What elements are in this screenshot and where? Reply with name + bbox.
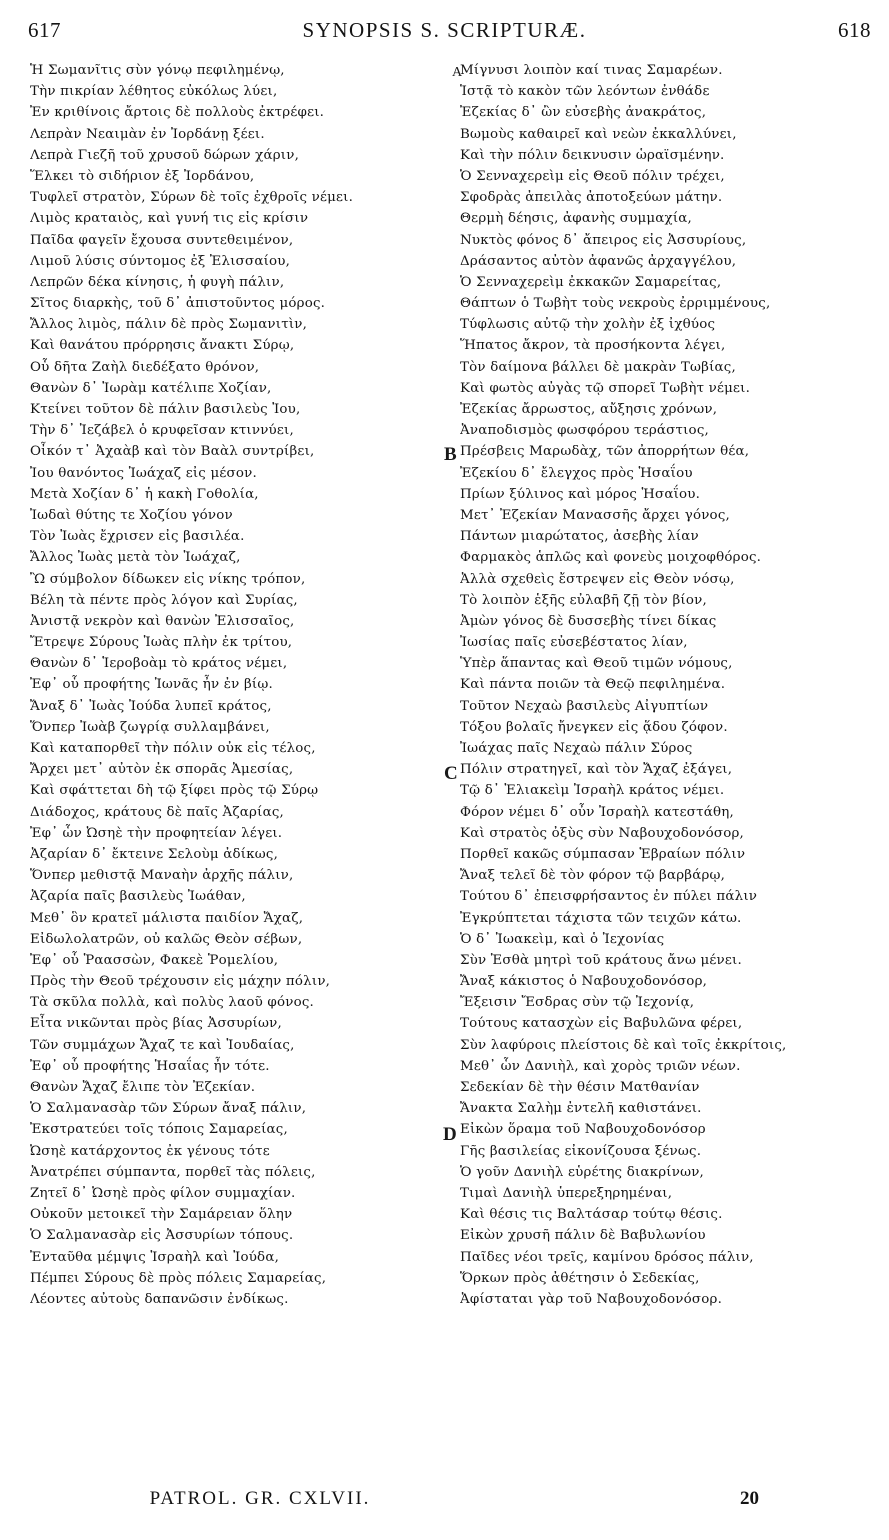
verse-line: Πάντων μιαρώτατος, ἀσεβὴς λίαν (460, 529, 699, 545)
verse-line: Θανὼν δ᾽ Ἱεροβοὰμ τὸ κράτος νέμει, (30, 656, 288, 672)
verse-line: Καὶ σφάττεται δὴ τῷ ξίφει πρὸς τῷ Σύρῳ (30, 783, 319, 799)
verse-line: Ἐζεκίας ἄρρωστος, αὔξησις χρόνων, (460, 402, 718, 417)
verse-line: Λεπρὰ Γιεζῆ τοῦ χρυσοῦ δώρων χάριν, (30, 147, 300, 163)
verse-line: Καὶ θανάτου πρόρρησις ἄνακτι Σύρῳ, (30, 338, 295, 354)
verse-line: Γῆς βασιλείας εἰκονίζουσα ξένως. (460, 1143, 702, 1159)
verse-line: Ὁ Σενναχερεὶμ ἐκκακῶν Σαμαρείτας, (460, 274, 722, 290)
verse-line: Οὗ δῆτα Ζαὴλ διεδέξατο θρόνον, (30, 359, 260, 375)
verse-line: Ὅρκων πρὸς ἀθέτησιν ὁ Σεδεκίας, (460, 1270, 700, 1286)
verse-line: Ἀμὼν γόνος δὲ δυσσεβὴς τίνει δίκας (460, 613, 717, 629)
verse-line: Ἱστᾷ τὸ κακὸν τῶν λεόντων ἐνθάδε (460, 84, 710, 100)
right-column-verses (460, 60, 870, 1490)
verse-line: Ἐφ᾽ οὗ προφήτης Ἡσαΐας ἦν τότε. (30, 1058, 270, 1074)
verse-line: Νυκτὸς φόνος δ᾽ ἄπειρος εἰς Ἀσσυρίους, (460, 232, 747, 248)
verse-line: Ἐγκρύπτεται τάχιστα τῶν τειχῶν κάτω. (460, 910, 742, 926)
verse-line: Τύφλωσις αὐτῷ τὴν χολὴν ἐξ ἰχθύος (460, 317, 716, 333)
verse-line: Εἰκὼν ὅραμα τοῦ Ναβουχοδονόσορ (460, 1122, 706, 1138)
verse-line: Τυφλεῖ στρατὸν, Σύρων δὲ τοῖς ἐχθροῖς νέμει. (30, 190, 354, 206)
verse-line: Ἕλκει τὸ σιδήριον ἐξ Ἰορδάνου, (30, 168, 255, 184)
verse-line: Τὴν πικρίαν λέθητος εὐκόλως λύει, (30, 84, 278, 100)
verse-line: Πρίων ξύλινος καὶ μόρος Ἡσαΐου. (460, 486, 701, 502)
verse-line: Ζητεῖ δ᾽ Ὠσηὲ πρὸς φίλον συμμαχίαν. (30, 1185, 296, 1201)
verse-line: Ἐνταῦθα μέμψις Ἰσραὴλ καὶ Ἰούδα, (30, 1249, 280, 1265)
verse-line: Μετ᾽ Ἐζεκίαν Μανασσῆς ἄρχει γόνος, (460, 507, 730, 523)
verse-line: Οὐκοῦν μετοικεῖ τὴν Σαμάρειαν ὅλην (30, 1207, 293, 1223)
verse-line: Εἰδωλολατρῶν, οὐ καλῶς Θεὸν σέβων, (30, 931, 303, 947)
verse-line: Πορθεῖ κακῶς σύμπασαν Ἑβραίων πόλιν (460, 846, 746, 862)
running-title: SYNOPSIS S. SCRIPTURÆ. (302, 18, 587, 42)
verse-line: Ἐζεκίας δ᾽ ὢν εὐσεβὴς ἀνακράτος, (460, 105, 707, 121)
verse-line: Ἰωδαὶ θύτης τε Χοζίου γόνον (30, 507, 233, 523)
verse-line: Λεπρὰν Νεαιμὰν ἐν Ἰορδάνῃ ξέει. (30, 126, 265, 142)
verse-line: Τὴν δ᾽ Ἰεζάβελ ὁ κρυφεῖσαν κτιννύει, (30, 423, 294, 439)
verse-line: Λέοντες αὐτοὺς δαπανῶσιν ἐνδίκως. (30, 1291, 289, 1307)
verse-line: Φόρον νέμει δ᾽ οὖν Ἰσραὴλ κατεστάθη, (460, 804, 734, 820)
verse-line: Πρὸς τὴν Θεοῦ τρέχουσιν εἰς μάχην πόλιν, (30, 974, 331, 990)
verse-line: Ἐν κριθίνοις ἄρτοις δὲ πολλοὺς ἐκτρέφει. (30, 105, 325, 121)
page-number-right: 618 (838, 18, 871, 42)
verse-line: Ὁ Σενναχερεὶμ εἰς Θεοῦ πόλιν τρέχει, (460, 168, 725, 184)
verse-line: Ὁ γοῦν Δανιὴλ εὑρέτης διακρίνων, (460, 1164, 705, 1180)
series-footer: PATROL. GR. CXLVII. (149, 1488, 371, 1509)
verse-line: Ἐκστρατεύει τοῖς τόποις Σαμαρείας, (30, 1122, 288, 1138)
verse-line: Καὶ θέσις τις Βαλτάσαρ τούτῳ θέσις. (460, 1207, 723, 1223)
verse-line: Λιμὸς κραταιὸς, καὶ γυνή τις εἰς κρίσιν (30, 211, 309, 227)
verse-line: Ὠσηὲ κατάρχοντος ἐκ γένους τότε (30, 1143, 270, 1159)
verse-line: Ἰωάχας παῖς Νεχαὼ πάλιν Σύρος (460, 741, 693, 756)
verse-line: Ἄρχει μετ᾽ αὐτὸν ἐκ σπορᾶς Ἀμεσίας, (30, 762, 294, 778)
verse-line: Θανὼν δ᾽ Ἰωρὰμ κατέλιπε Χοζίαν, (30, 380, 272, 396)
verse-line: Τὸν δαίμονα βάλλει δὲ μακρὰν Τωβίας, (460, 359, 736, 375)
verse-line: Θανὼν Ἄχαζ ἔλιπε τὸν Ἐζεκίαν. (30, 1080, 256, 1095)
verse-line: Ἀζαρίαν δ᾽ ἔκτεινε Σελοὺμ ἀδίκως, (30, 846, 279, 862)
verse-line: Σὺν Ἐσθὰ μητρὶ τοῦ κράτους ἄνω μένει. (460, 952, 742, 968)
verse-line: Ἄναξ τελεῖ δὲ τὸν φόρον τῷ βαρβάρῳ, (460, 868, 726, 884)
verse-line: Καὶ στρατὸς ὀξὺς σὺν Ναβουχοδονόσορ, (460, 825, 744, 841)
verse-line: Μεθ᾽ ὃν κρατεῖ μάλιστα παιδίον Ἄχαζ, (30, 910, 304, 926)
verse-line: Τὸν Ἰωὰς ἔχρισεν εἰς βασιλέα. (30, 529, 245, 545)
verse-line: Ἐζεκίου δ᾽ ἔλεγχος πρὸς Ἡσαΐου (460, 465, 693, 481)
verse-line: Τὰ σκῦλα πολλὰ, καὶ πολὺς λαοῦ φόνος. (30, 995, 315, 1011)
signature-number: 20 (740, 1488, 759, 1509)
verse-line: Πόλιν στρατηγεῖ, καὶ τὸν Ἄχαζ ἐξάγει, (460, 762, 733, 778)
verse-line: Ὁ Σαλμανασὰρ εἰς Ἀσσυρίων τόπους. (30, 1228, 294, 1244)
verse-line: Παῖδες νέοι τρεῖς, καμίνου δρόσος πάλιν, (460, 1249, 754, 1265)
verse-line: Ὁ δ᾽ Ἰωακεὶμ, καὶ ὁ Ἰεχονίας (460, 931, 665, 947)
verse-line: Τόξου βολαῖς ἤνεγκεν εἰς ᾅδου ζόφον. (460, 719, 728, 735)
verse-line: Ὅνπερ Ἰωὰβ ζωγρίᾳ συλλαμβάνει, (30, 719, 270, 735)
verse-line: Λιμοῦ λύσις σύντομος ἐξ Ἐλισσαίου, (30, 253, 291, 269)
verse-line: Εἰκὼν χρυσῆ πάλιν δὲ Βαβυλωνίου (460, 1228, 706, 1244)
verse-line: Θερμὴ δέησις, ἀφανὴς συμμαχία, (460, 211, 692, 227)
verse-line: Ἄλλος λιμὸς, πάλιν δὲ πρὸς Σωμανιτὶν, (30, 317, 308, 333)
margin-marker-a: A (452, 65, 463, 80)
left-column-verses (30, 60, 420, 1490)
verse-line: Ἀφίσταται γὰρ τοῦ Ναβουχοδονόσορ. (460, 1291, 723, 1307)
verse-line: Ἄλλος Ἰωὰς μετὰ τὸν Ἰωάχαζ, (30, 550, 241, 566)
verse-line: Μεθ᾽ ὧν Δανιὴλ, καὶ χορὸς τριῶν νέων. (460, 1058, 741, 1074)
verse-line: Τῷ δ᾽ Ἐλιακεὶμ Ἰσραὴλ κράτος νέμει. (460, 783, 725, 799)
verse-line: Ἔτρεψε Σύρους Ἰωὰς πλὴν ἐκ τρίτου, (30, 635, 293, 651)
verse-line: Διάδοχος, κράτους δὲ παῖς Ἀζαρίας, (30, 804, 284, 820)
verse-line: Λεπρῶν δέκα κίνησις, ἡ φυγὴ πάλιν, (30, 274, 285, 290)
verse-line: Ἀλλὰ σχεθεὶς ἔστρεψεν εἰς Θεὸν νόσῳ, (460, 571, 735, 587)
verse-line: Κτείνει τοῦτον δὲ πάλιν βασιλεὺς Ἰου, (30, 402, 301, 417)
verse-line: Ὑπὲρ ἅπαντας καὶ Θεοῦ τιμῶν νόμους, (460, 656, 733, 672)
verse-line: Ἄναξ δ᾽ Ἰωὰς Ἰούδα λυπεῖ κράτος, (30, 698, 272, 714)
verse-line: Ἀνιστᾷ νεκρὸν καὶ θανὼν Ἐλισσαῖος, (30, 613, 295, 629)
verse-line: Μετὰ Χοζίαν δ᾽ ἡ κακὴ Γοθολία, (30, 486, 259, 502)
verse-line: Τὸ λοιπὸν ἑξῆς εὐλαβῆ ζῇ τὸν βίον, (460, 592, 707, 608)
verse-line: Σφοδρὰς ἀπειλὰς ἀποτοξεύων μάτην. (460, 190, 723, 206)
verse-line: Ἰωσίας παῖς εὐσεβέστατος λίαν, (460, 635, 688, 651)
verse-line: Ἀνατρέπει σύμπαντα, πορθεῖ τὰς πόλεις, (30, 1164, 316, 1180)
verse-line: Καὶ καταπορθεῖ τὴν πόλιν οὐκ εἰς τέλος, (30, 741, 316, 756)
verse-line: Ὅνπερ μεθιστᾷ Μαναὴν ἀρχῆς πάλιν, (30, 868, 294, 884)
verse-line: Ἔξεισιν Ἔσδρας σὺν τῷ Ἰεχονίᾳ, (460, 995, 695, 1011)
verse-line: Ἄναξ κάκιστος ὁ Ναβουχοδονόσορ, (460, 974, 708, 990)
verse-line: Πέμπει Σύρους δὲ πρὸς πόλεις Σαμαρείας, (30, 1270, 327, 1286)
verse-line: Ὢ σύμβολον δίδωκεν εἰς νίκης τρόπον, (30, 571, 306, 587)
margin-marker-d: D (443, 1124, 457, 1145)
verse-line: Τῶν συμμάχων Ἄχαζ τε καὶ Ἰουδαίας, (30, 1037, 295, 1053)
verse-line: Δράσαντος αὐτὸν ἀφανῶς ἀρχαγγέλου, (460, 253, 737, 269)
verse-line: Ἥπατος ἄκρον, τὰ προσήκοντα λέγει, (460, 338, 726, 354)
verse-line: Τούτου δ᾽ ἐπεισφρήσαντος ἐν πύλει πάλιν (460, 889, 758, 905)
margin-marker-b: B (444, 444, 457, 465)
verse-line: Παῖδα φαγεῖν ἔχουσα συντεθειμένον, (30, 232, 294, 248)
margin-marker-c: C (444, 763, 458, 784)
verse-line: Πρέσβεις Μαρωδὰχ, τῶν ἀπορρήτων θέα, (460, 444, 750, 460)
verse-line: Καὶ τὴν πόλιν δεικνυσιν ὡραϊσμένην. (460, 147, 725, 163)
verse-line: Μίγνυσι λοιπὸν καί τινας Σαμαρέων. (460, 63, 723, 78)
verse-line: Ἡ Σωμανῖτις σὺν γόνῳ πεφιλημένῳ, (30, 63, 285, 78)
verse-line: Τιμαὶ Δανιὴλ ὑπερεξηρημέναι, (460, 1185, 673, 1201)
verse-line: Φαρμακὸς ἁπλῶς καὶ φονεὺς μοιχοφθόρος. (460, 550, 762, 566)
verse-line: Ἄνακτα Σαλὴμ ἐντελῆ καθιστάνει. (460, 1101, 702, 1117)
verse-line: Ἀναποδισμὸς φωσφόρου τεράστιος, (460, 423, 709, 439)
page-number-left: 617 (28, 18, 61, 42)
verse-line: Σῖτος διαρκὴς, τοῦ δ᾽ ἀπιστοῦντος μόρος. (30, 296, 326, 312)
verse-line: Ἀζαρία παῖς βασιλεὺς Ἰωάθαν, (30, 889, 246, 905)
verse-line: Καὶ φωτὸς αὐγὰς τῷ σπορεῖ Τωβὴτ νέμει. (460, 380, 751, 396)
verse-line: Βέλη τὰ πέντε πρὸς λόγον καὶ Συρίας, (30, 592, 298, 608)
verse-line: Βωμοὺς καθαιρεῖ καὶ νεὼν ἐκκαλλύνει, (460, 126, 737, 142)
verse-line: Σὺν λαφύροις πλείστοις δὲ καὶ τοῖς ἐκκρίτοις, (460, 1037, 787, 1053)
verse-line: Ἐφ᾽ οὗ προφήτης Ἰωνᾶς ἦν ἐν βίῳ. (30, 677, 273, 693)
verse-line: Θάπτων ὁ Τωβὴτ τοὺς νεκροὺς ἐρριμμένους, (460, 296, 771, 312)
verse-line: Ἐφ᾽ οὗ Ῥαασσὼν, Φακεὲ Ῥομελίου, (30, 952, 279, 968)
verse-line: Οἶκόν τ᾽ Ἀχαὰβ καὶ τὸν Βαὰλ συντρίβει, (30, 444, 315, 460)
verse-line: Ἰου θανόντος Ἰωάχαζ εἰς μέσον. (30, 465, 257, 481)
verse-line: Σεδεκίαν δὲ τὴν θέσιν Ματθανίαν (460, 1080, 700, 1095)
verse-line: Τοῦτον Νεχαὼ βασιλεὺς Αἰγυπτίων (460, 698, 709, 714)
verse-line: Ἐφ᾽ ὧν Ὠσηὲ τὴν προφητείαν λέγει. (30, 825, 283, 841)
verse-line: Καὶ πάντα ποιῶν τὰ Θεῷ πεφιλημένα. (460, 677, 726, 693)
verse-line: Τούτους κατασχὼν εἰς Βαβυλῶνα φέρει, (460, 1016, 743, 1032)
verse-line: Ὁ Σαλμανασὰρ τῶν Σύρων ἄναξ πάλιν, (30, 1101, 307, 1117)
verse-line: Εἶτα νικῶνται πρὸς βίας Ἀσσυρίων, (30, 1016, 282, 1032)
